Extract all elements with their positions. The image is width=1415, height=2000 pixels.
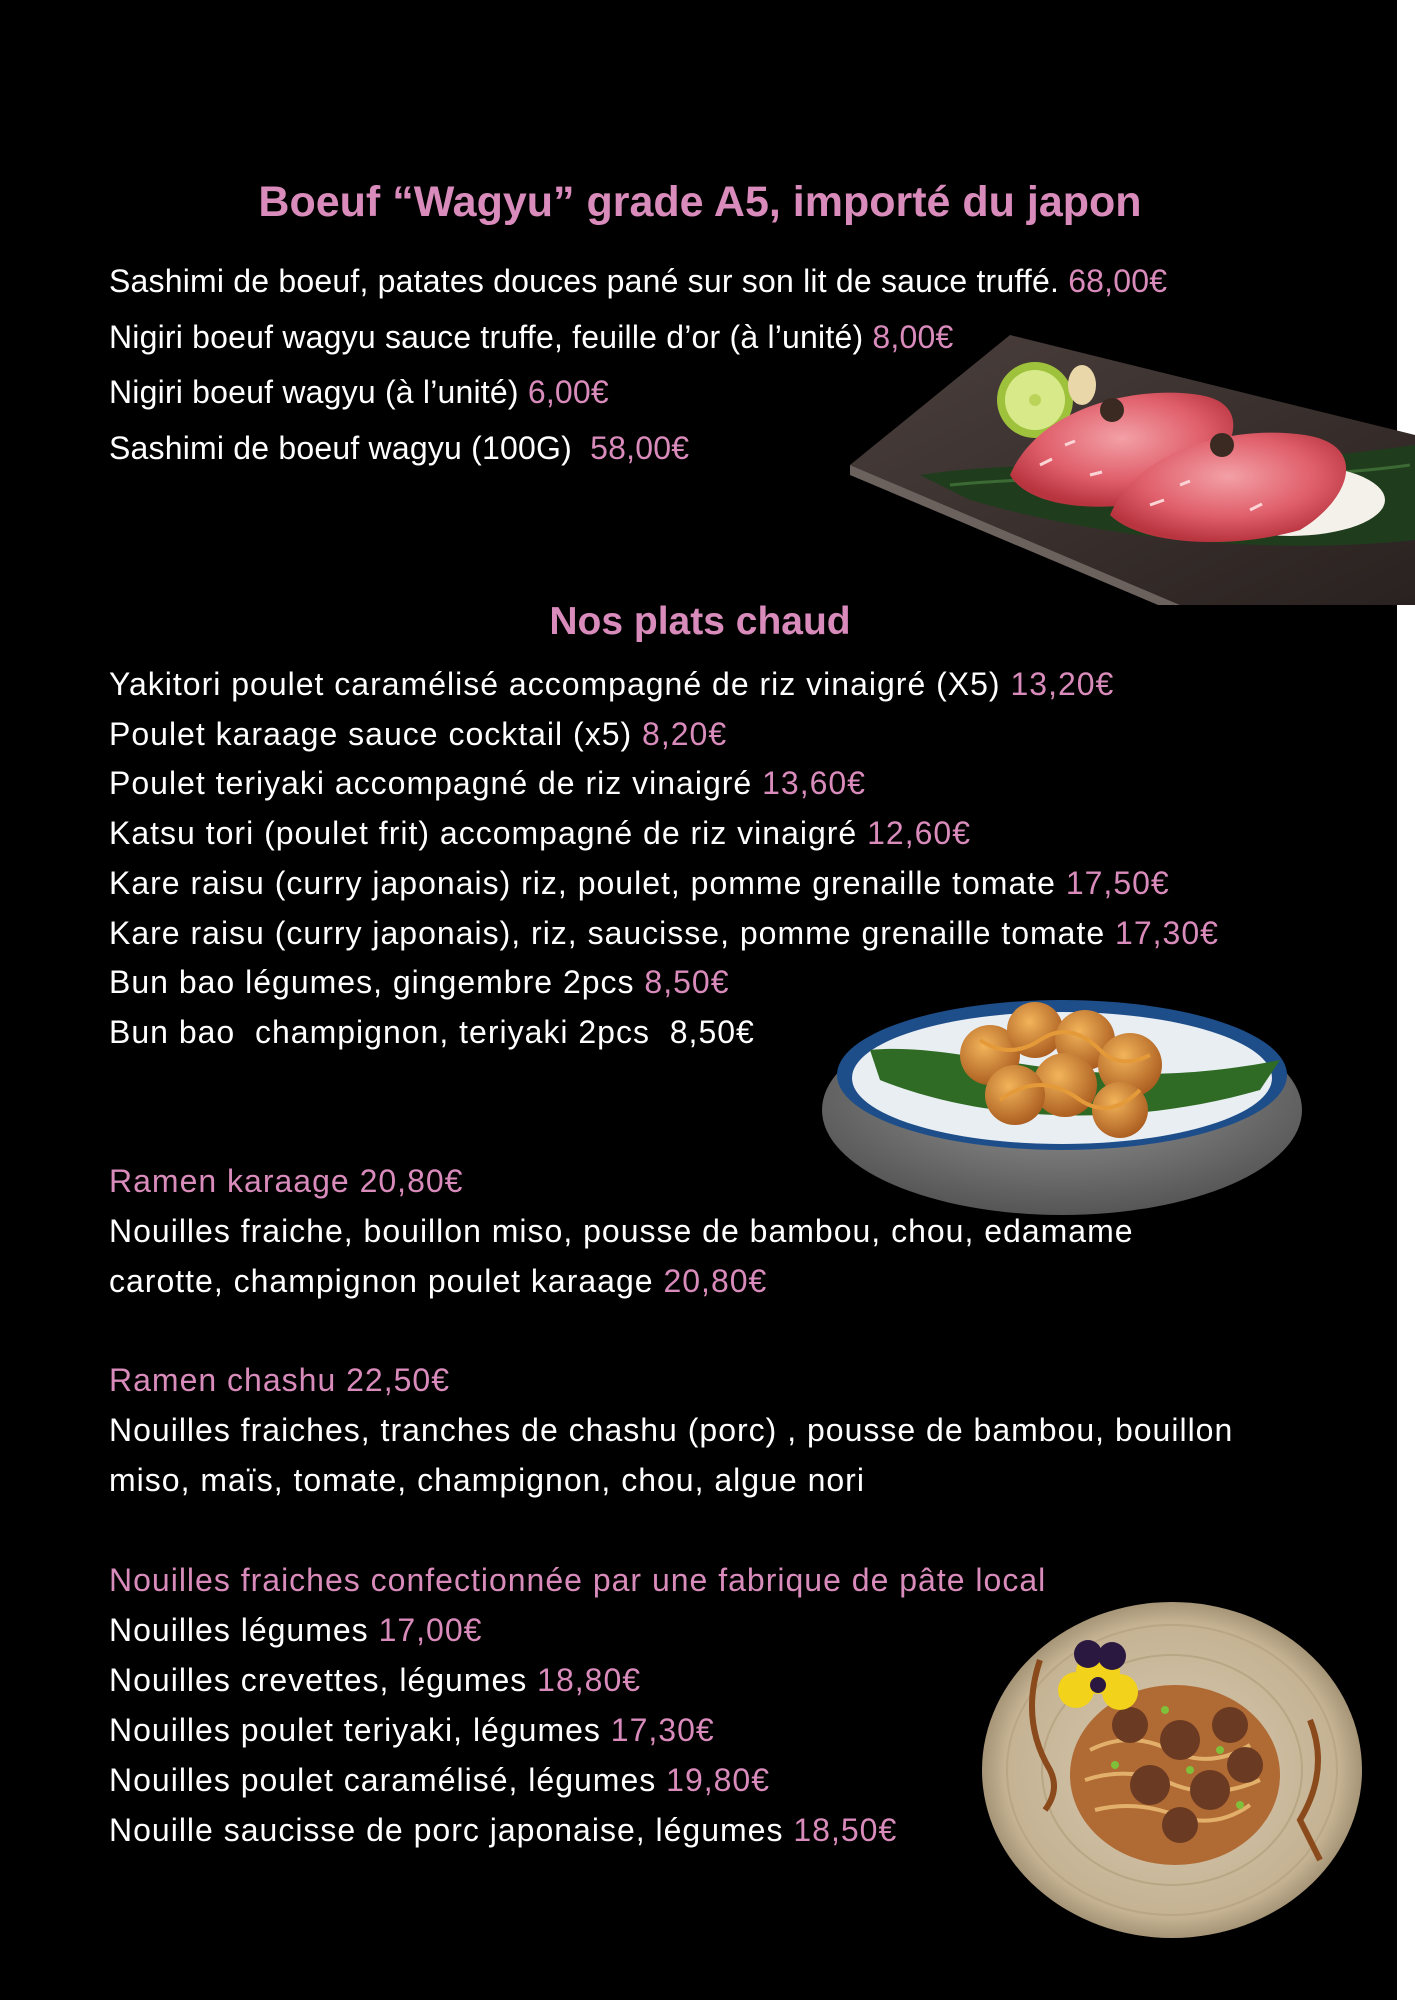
ramen-chashu-desc: Nouilles fraiches, tranches de chashu (porc) , pousse de bambou, bouillon xyxy=(109,1412,1234,1448)
wagyu-title: Boeuf “Wagyu” grade A5, importé du japon xyxy=(258,178,1142,226)
menu-item: Nouilles crevettes, légumes 18,80€ xyxy=(109,1662,642,1698)
ramen-chashu-title: Ramen chashu 22,50€ xyxy=(109,1362,450,1398)
menu-item: Nigiri boeuf wagyu (à l’unité) 6,00€ xyxy=(109,374,609,410)
ramen-karaage-desc: Nouilles fraiche, bouillon miso, pousse de bambou, chou, edamame xyxy=(109,1213,1134,1249)
ramen-karaage-desc: carotte, champignon poulet karaage 20,80€ xyxy=(109,1263,768,1299)
menu-item: Bun bao champignon, teriyaki 2pcs 8,50€ xyxy=(109,1014,755,1050)
menu-item: Sashimi de boeuf wagyu (100G) 58,00€ xyxy=(109,430,690,466)
menu-item: Katsu tori (poulet frit) accompagné de riz vinaigré 12,60€ xyxy=(109,815,971,851)
wagyu-nigiri-photo xyxy=(850,325,1415,605)
menu-item: Poulet karaage sauce cocktail (x5) 8,20€ xyxy=(109,716,728,752)
menu-item: Nouilles poulet teriyaki, légumes 17,30€ xyxy=(109,1712,715,1748)
menu-item: Bun bao légumes, gingembre 2pcs 8,50€ xyxy=(109,964,730,1000)
menu-item: Nouille saucisse de porc japonaise, légumes 18,50€ xyxy=(109,1812,898,1848)
menu-item: Poulet teriyaki accompagné de riz vinaigré 13,60€ xyxy=(109,765,866,801)
karaage-bowl-photo xyxy=(820,980,1305,1220)
ramen-chashu-desc: miso, maïs, tomate, champignon, chou, algue nori xyxy=(109,1462,865,1498)
menu-item: Sashimi de boeuf, patates douces pané sur son lit de sauce truffé. 68,00€ xyxy=(109,263,1168,299)
ramen-karaage-title: Ramen karaage 20,80€ xyxy=(109,1163,464,1199)
menu-item: Kare raisu (curry japonais) riz, poulet, pomme grenaille tomate 17,50€ xyxy=(109,865,1170,901)
menu-item: Nigiri boeuf wagyu sauce truffe, feuille d’or (à l’unité) 8,00€ xyxy=(109,319,954,355)
menu-item: Kare raisu (curry japonais), riz, saucisse, pomme grenaille tomate 17,30€ xyxy=(109,915,1219,951)
noodles-title: Nouilles fraiches confectionnée par une fabrique de pâte local xyxy=(109,1562,1047,1598)
noodle-plate-photo xyxy=(980,1600,1365,1940)
menu-item: Nouilles légumes 17,00€ xyxy=(109,1612,483,1648)
hot-dishes-title: Nos plats chaud xyxy=(549,600,851,643)
menu-item: Yakitori poulet caramélisé accompagné de riz vinaigré (X5) 13,20€ xyxy=(109,666,1115,702)
page-edge xyxy=(1397,0,1415,2000)
menu-item: Nouilles poulet caramélisé, légumes 19,80€ xyxy=(109,1762,771,1798)
